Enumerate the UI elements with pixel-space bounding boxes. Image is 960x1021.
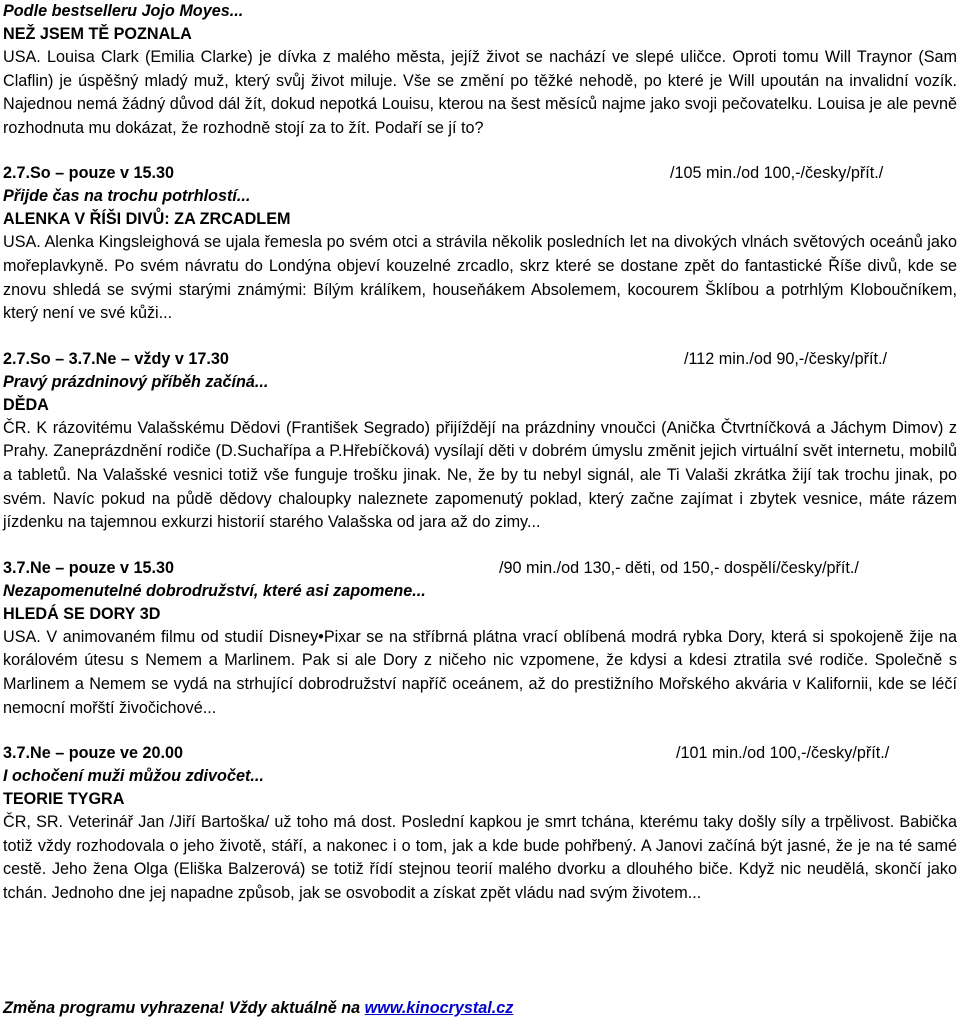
film-title: ALENKA V ŘÍŠI DIVŮ: ZA ZRCADLEM [3, 210, 291, 229]
film-schedule [3, 557, 957, 580]
film-schedule [3, 348, 957, 371]
film-description: ČR, SR. Veterinář Jan /Jiří Bartoška/ už toho má dost. Poslední kapkou je smrt tchána, kterému taky došly síly a trpělivost. Babička totiž vždy rozhodovala o jeho životě, stáří, a nakonec i o tom, jak a kde bude pohřbený. A Janovi začíná být jasné, že je na té samé cestě. Jeho žena Olga (Eliška Balzerová) se totiž řídí stejnou teorií malého dvorku a dlouhého biče. Když nic neudělá, skončí jako tchán. Jednoho dne jej napadne způsob, jak se osvobodit a získat zpět vládu nad svým životem... [3, 813, 957, 902]
footer-text: Změna programu vyhrazena! Vždy aktuálně na [3, 999, 361, 1017]
schedule-date: 2.7.So – pouze v 15.30 [3, 164, 174, 183]
film-description: ČR. K rázovitému Valašskému Dědovi (František Segrado) přijíždějí na prázdniny vnoučci (Anička Čtvrtníčková a Jáchym Dimov) z Prahy. Zaneprázdnění rodiče (D.Suchařípa a P.Hřebíčková) vysílají děti v dobrém úmyslu změnit jejich virtuální svět internetu, mobilů a tabletů. Na Valašské vesnici totiž vše funguje trošku jinak. Ne, že by tu nebyl signál, ale Ti Valaši zkrátka žijí tak trochu jinak, po svém. Navíc pokud na půdě dědovy chaloupky naleznete zapomenutý poklad, který začne zajímat i zbytek vesnice, máte rázem jízdenku na tajemnou exkurzi historií starého Valašska od jara až do zimy... [3, 418, 957, 532]
film-tagline: Pravý prázdninový příběh začíná... [3, 372, 269, 391]
film-tagline: Přijde čas na trochu potrhlostí... [3, 187, 251, 206]
film-intro [3, 0, 957, 140]
film-tagline: I ochočení muži můžou zdivočet... [3, 767, 264, 786]
film-info: /101 min./od 100,-/česky/přít./ [676, 744, 890, 763]
film-info: /112 min./od 90,-/česky/přít./ [684, 349, 888, 368]
film-description: USA. V animovaném filmu od studií Disney•Pixar se na stříbrná plátna vrací oblíbená modrá rybka Dory, která si spokojeně žije na korálovém útesu s Nemem a Marlinem. Pak si ale Dory z ničeho nic vzpomene, že kdysi a kdesi ztratila své rodiče. Společně s Marlinem a Nemem se vydá na strhující dobrodružství napříč oceánem, až do prestižního Mořského akvária v Kalifornii, kde se léčí nemocní mořští živočichové... [3, 627, 957, 717]
film-title: DĚDA [3, 395, 49, 414]
footer-note [3, 997, 513, 1020]
film-description: USA. Alenka Kingsleighová se ujala řemesla po svém otci a strávila několik posledních let na divokých vlnách světových oceánů jako mořeplavkyně. Po svém návratu do Londýna objeví kouzelné zrcadlo, skrz které se dostane zpět do fantastické Říše divů, kde se znovu shledá se svými starými známými: Bílým králíkem, houseňákem Absolemem, kocourem Šklíbou a potrhlým Kloboučníkem, který není ve své kůži... [3, 233, 957, 323]
schedule-date: 3.7.Ne – pouze ve 20.00 [3, 744, 183, 763]
film-title: HLEDÁ SE DORY 3D [3, 604, 161, 623]
film-tagline: Podle bestselleru Jojo Moyes... [3, 2, 244, 20]
film-teorie-tygra [3, 742, 957, 905]
film-deda [3, 348, 957, 535]
film-schedule [3, 742, 957, 765]
film-tagline: Nezapomenutelné dobrodružství, které asi zapomene... [3, 581, 426, 600]
film-alenka [3, 162, 957, 325]
film-title: NEŽ JSEM TĚ POZNALA [3, 25, 192, 43]
website-link[interactable]: www.kinocrystal.cz [364, 999, 514, 1017]
schedule-date: 3.7.Ne – pouze v 15.30 [3, 558, 174, 577]
film-schedule [3, 162, 957, 185]
film-dory [3, 557, 957, 720]
film-info: /90 min./od 130,- děti, od 150,- dospělí/česky/přít./ [499, 558, 859, 577]
film-title: TEORIE TYGRA [3, 790, 125, 809]
schedule-date: 2.7.So – 3.7.Ne – vždy v 17.30 [3, 349, 229, 368]
film-description: USA. Louisa Clark (Emilia Clarke) je dívka z malého města, jejíž život se nachází ve slepé uličce. Oproti tomu Will Traynor (Sam Claflin) je úspěšný mladý muž, který svůj život miluje. Vše se změní po těžké nehodě, po které je Will upoután na invalidní vozík. Najednou nemá žádný důvod dál žít, dokud nepotká Louisu, kterou na šest měsíců najme jako svoji pečovatelku. Louisa je ale pevně rozhodnuta mu dokázat, že rozhodně stojí za to žít. Podaří se jí to? [3, 48, 957, 137]
film-info: /105 min./od 100,-/česky/přít./ [670, 164, 884, 183]
